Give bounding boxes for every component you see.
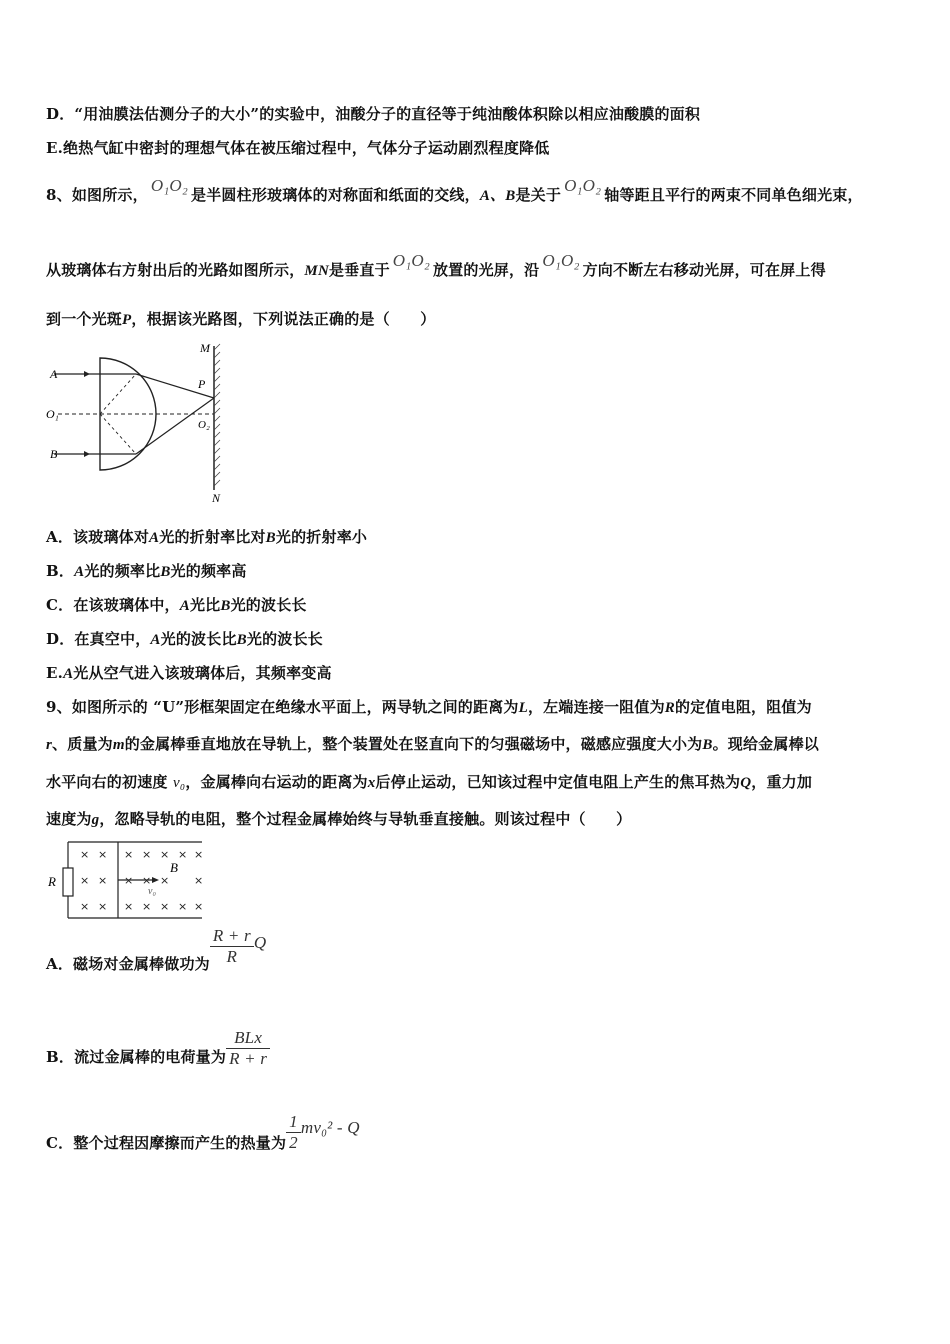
svg-text:×: × [80,874,90,887]
svg-text:×: × [98,900,108,913]
svg-text:×: × [142,848,152,861]
label-o1: O₁ [46,407,59,421]
normal-a [100,374,136,414]
q9-circuit-diagram [44,838,206,922]
o1o2-symbol: O₁O₂ [564,176,602,195]
screen-hatching [214,344,220,486]
q9-stem-line2: r、质量为m的金属棒垂直地放在导轨上，整个装置处在竖直向下的匀强磁场中，磁感应强度大小为B。现给金属棒以 [46,735,819,753]
fraction-b: $\frac{\text{BLx}}{R + r}$ [226,1028,270,1069]
svg-text:×: × [194,900,204,913]
svg-text:×: × [98,848,108,861]
svg-text:×: × [124,900,134,913]
arrow-a [84,371,90,377]
q8-option-b[interactable]: B．A光的频率比B光的频率高 [46,562,247,580]
svg-text:×: × [124,848,134,861]
label-o2: O₂ [198,419,210,431]
svg-text:×: × [160,848,170,861]
label-b: B [170,860,178,875]
label-v0: v₀ [148,886,156,897]
svg-text:×: × [178,848,188,861]
o1o2-symbol: O₁O₂ [542,251,580,270]
q9-option-b[interactable]: B．流过金属棒的电荷量为 $\frac{\text{BLx}}{R + r}$ [46,1036,270,1077]
q9-option-a[interactable]: A．磁场对金属棒做功为 $\frac{R + r}{R}$ Q [46,926,267,973]
q8-stem-line3: 到一个光斑P，根据该光路图，下列说法正确的是（ ） [46,310,436,328]
svg-text:×: × [142,874,152,887]
q8-option-a[interactable]: A．该玻璃体对A光的折射率比对B光的折射率小 [46,528,368,546]
q9-stem-line4: 速度为g，忽略导轨的电阻，整个过程金属棒始终与导轨垂直接触。则该过程中（ ） [46,810,632,828]
q7-option-e: E.绝热气缸中密封的理想气体在被压缩过程中，气体分子运动剧烈程度降低 [46,139,550,157]
q8-option-d[interactable]: D．在真空中，A光的波长比B光的波长长 [46,630,323,648]
svg-text:×: × [124,874,134,887]
svg-text:×: × [194,848,204,861]
label-p: P [198,377,206,391]
q8-option-e[interactable]: E.A光从空气进入该玻璃体后，其频率变高 [46,664,332,682]
q8-stem-line1: 8、如图所示， O₁O₂ 是半圆柱形玻璃体的对称面和纸面的交线，A、B是关于 O₁O₂ 轴等距且平行的两束不同单色细光束， [46,176,863,204]
q9-option-c[interactable]: C．整个过程因摩擦而产生的热量为 $\frac{1}{2}$ mv₀² - Q [46,1112,360,1152]
q9-stem-line1: 9、如图所示的 “U”形框架固定在绝缘水平面上，两导轨之间的距离为L，左端连接一阻值为R的定值电阻，阻值为 [46,698,812,716]
q7-option-d: D．“用油膜法估测分子的大小”的实验中，油酸分子的直径等于纯油酸体积除以相应油酸膜的面积 [46,105,701,123]
fraction-a: $\frac{R + r}{R}$ [210,926,254,967]
svg-text:×: × [160,874,170,887]
svg-text:×: × [194,874,204,887]
label-r: R [48,874,56,889]
o1o2-symbol: O₁O₂ [392,251,430,270]
q8-option-c[interactable]: C．在该玻璃体中，A光比B光的波长长 [46,596,307,614]
svg-text:×: × [80,900,90,913]
label-b: B [50,447,58,461]
q8-stem-line2: 从玻璃体右方射出后的光路如图所示，MN是垂直于 O₁O₂ 放置的光屏，沿 O₁O₂ 方向不断左右移动光屏，可在屏上得 [46,251,826,279]
q8-optics-diagram [40,338,240,508]
fraction-c: $\frac{1}{2}$ [286,1112,301,1153]
svg-text:×: × [178,900,188,913]
resistor-r [63,868,73,896]
normal-b [100,414,136,454]
svg-text:×: × [160,900,170,913]
o1o2-symbol: O₁O₂ [150,176,189,195]
q9-stem-line3: 水平向右的初速度 v₀，金属棒向右运动的距离为x后停止运动，已知该过程中定值电阻上产生的焦耳热为Q，重力加 [46,773,813,791]
arrow-b [84,451,90,457]
svg-text:×: × [98,874,108,887]
label-a: A [50,367,58,381]
svg-text:×: × [80,848,90,861]
label-m: M [200,341,210,355]
label-n: N [212,491,221,505]
svg-text:×: × [142,900,152,913]
